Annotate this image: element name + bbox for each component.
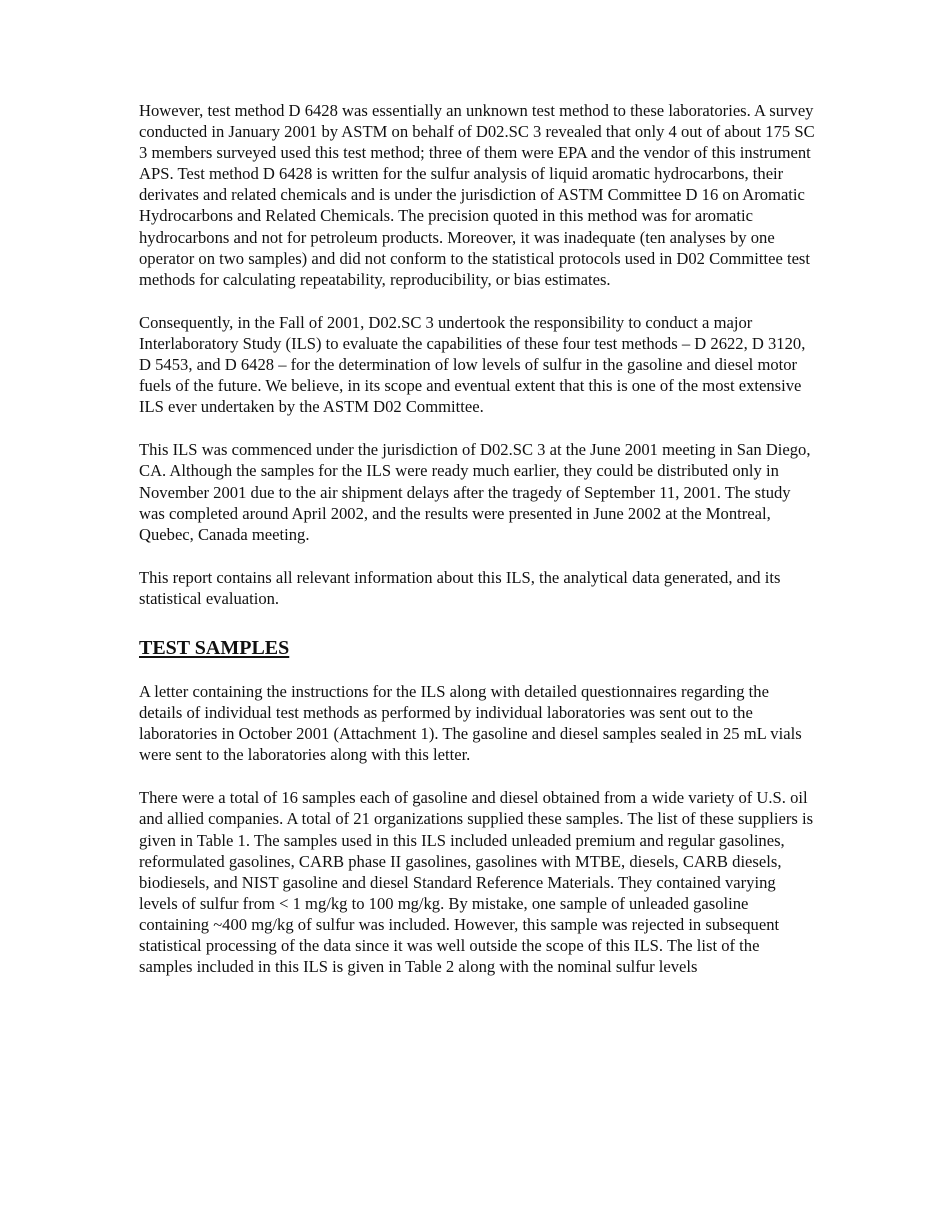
paragraph-ils-commenced: This ILS was commenced under the jurisdiction of D02.SC 3 at the June 2001 meeting in San Diego, CA. Although the samples for the ILS were ready much earlier, they could be distributed only in November 2001 due to the air shipment delays after the tragedy of September 11, 2001. The study was completed around April 2002, and the results were presented in June 2002 at the Montreal, Quebec, Canada meeting. (139, 440, 811, 544)
paragraph-instruction-letter: A letter containing the instructions for the ILS along with detailed questionnaires regarding the details of individual test methods as performed by individual laboratories was sent out to the laboratories in October 2001 (Attachment 1). The gasoline and diesel samples sealed in 25 mL vials were sent to the laboratories along with this letter. (139, 681, 802, 765)
paragraph-report-contents: This report contains all relevant information about this ILS, the analytical data generated, and its statistical evaluation. (139, 567, 781, 608)
section-heading-test-samples: TEST SAMPLES (139, 636, 290, 659)
paragraph-sample-details: There were a total of 16 samples each of gasoline and diesel obtained from a wide variety of U.S. oil and allied companies. A total of 21 organizations supplied these samples. The list of these suppliers is given in Table 1. The samples used in this ILS included unleaded premium and regular gasolines, reformulated gasolines, CARB phase II gasolines, gasolines with MTBE, diesels, CARB diesels, biodiesels, and NIST gasoline and diesel Standard Reference Materials. They contained varying levels of sulfur from < 1 mg/kg to 100 mg/kg. By mistake, one sample of unleaded gasoline containing ~400 mg/kg of sulfur was included. However, this sample was rejected in subsequent statistical processing of the data since it was well outside the scope of this ILS. The list of the samples included in this ILS is given in Table 2 along with the nominal sulfur levels (139, 788, 814, 977)
document-body (139, 100, 815, 999)
paragraph-ils-undertaken: Consequently, in the Fall of 2001, D02.SC 3 undertook the responsibility to conduct a major Interlaboratory Study (ILS) to evaluate the capabilities of these four test methods – D 2622, D 3120, D 5453, and D 6428 – for the determination of low levels of sulfur in the gasoline and diesel motor fuels of the future. We believe, in its scope and eventual extent that this is one of the most extensive ILS ever undertaken by the ASTM D02 Committee. (139, 312, 806, 417)
paragraph-d6428-unknown: However, test method D 6428 was essentially an unknown test method to these laboratories. A survey conducted in January 2001 by ASTM on behalf of D02.SC 3 revealed that only 4 out of about 175 SC 3 members surveyed used this test method; three of them were EPA and the vendor of this instrument APS. Test method D 6428 is written for the sulfur analysis of liquid aromatic hydrocarbons, their derivates and related chemicals and is under the jurisdiction of ASTM Committee D 16 on Aromatic Hydrocarbons and Related Chemicals. The precision quoted in this method was for aromatic hydrocarbons and not for petroleum products. Moreover, it was inadequate (ten analyses by one operator on two samples) and did not conform to the statistical protocols used in D02 Committee test methods for calculating repeatability, reproducibility, or bias estimates. (139, 101, 815, 289)
